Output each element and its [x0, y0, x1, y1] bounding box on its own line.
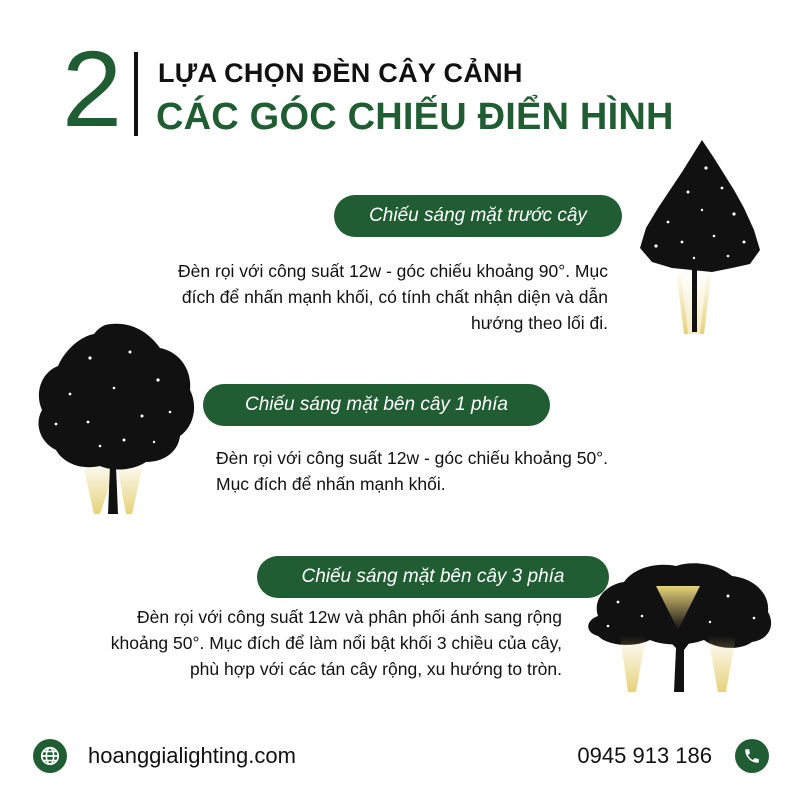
website-link[interactable]: hoanggialighting.com [88, 743, 296, 768]
description-line: khoảng 50°. Mục đích để làm nổi bật khối 3 chiều của cây, [110, 633, 562, 653]
section-label-one-side-lighting: Chiếu sáng mặt bên cây 1 phía [203, 384, 550, 426]
phone-icon[interactable] [735, 739, 769, 773]
description-line: Mục đích để nhấn mạnh khối. [216, 474, 446, 494]
tree-front-lit-illustration [636, 138, 766, 338]
page-title-line2: CÁC GÓC CHIẾU ĐIỂN HÌNH [156, 96, 674, 138]
description-line: đích để nhấn mạnh khối, có tính chất nhận diện và dẫn [181, 287, 608, 307]
page-title-line1: LỰA CHỌN ĐÈN CÂY CẢNH [158, 58, 523, 88]
section-description-front-lighting [178, 258, 608, 336]
description-line: hướng theo lối đi. [470, 313, 608, 333]
description-line: Đèn rọi với công suất 12w - góc chiếu khoảng 90°. Mục [178, 261, 608, 281]
phone-number[interactable]: 0945 913 186 [577, 743, 712, 768]
section-number: 2 [61, 28, 123, 149]
globe-icon [33, 739, 67, 773]
section-description-one-side-lighting [216, 445, 608, 497]
description-line: Đèn rọi với công suất 12w và phân phối ánh sang rộng [137, 607, 562, 627]
header-divider [134, 52, 138, 136]
section-description-three-side-lighting [111, 604, 562, 682]
description-line: phù hợp với các tán cây rộng, xu hướng to tròn. [189, 659, 562, 679]
description-line: Đèn rọi với công suất 12w - góc chiếu khoảng 50°. [216, 448, 609, 468]
tree-one-side-lit-illustration [30, 318, 200, 518]
section-label-three-side-lighting: Chiếu sáng mặt bên cây 3 phía [257, 556, 609, 598]
section-label-front-lighting: Chiếu sáng mặt trước cây [334, 195, 622, 237]
